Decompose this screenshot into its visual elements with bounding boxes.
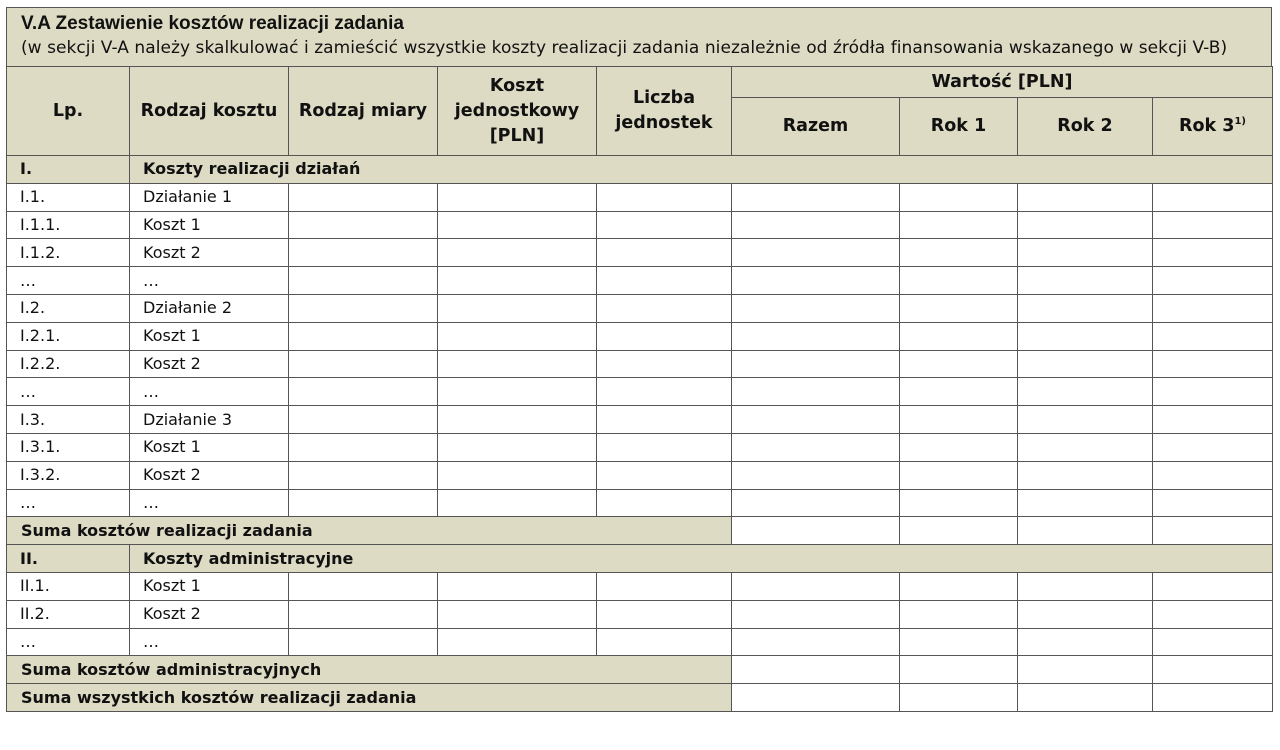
value-year-3-cell[interactable] [1153, 517, 1273, 545]
value-total-cell[interactable] [732, 656, 900, 684]
unit-count-cell[interactable] [597, 294, 732, 322]
row-cost-name: Koszty administracyjne [130, 545, 1273, 573]
row-cost-name: Koszt 2 [130, 461, 289, 489]
value-year-3-cell[interactable] [1153, 656, 1273, 684]
total-cell[interactable] [732, 239, 900, 267]
year-3-cell[interactable] [1153, 322, 1273, 350]
row-cost-name: Koszt 1 [130, 572, 289, 600]
value-year-3-cell[interactable] [1153, 684, 1273, 712]
total-cell[interactable] [732, 572, 900, 600]
unit-count-cell[interactable] [597, 267, 732, 295]
table-row [7, 433, 1273, 461]
table-row [7, 461, 1273, 489]
row-lp: I.1.2. [7, 239, 130, 267]
year-1-cell[interactable] [900, 183, 1018, 211]
total-cell[interactable] [732, 378, 900, 406]
year-2-cell[interactable] [1018, 600, 1153, 628]
section-instructions: (w sekcji V-A należy skalkulować i zamieścić wszystkie koszty realizacji zadania niezależnie od źródła finansowania wskazanego w sekcji V-B) [21, 38, 1228, 58]
year-1-cell[interactable] [900, 322, 1018, 350]
measure-type-cell[interactable] [289, 406, 438, 434]
measure-type-cell[interactable] [289, 433, 438, 461]
year-3-cell[interactable] [1153, 628, 1273, 656]
year-2-cell[interactable] [1018, 267, 1153, 295]
measure-type-cell[interactable] [289, 267, 438, 295]
measure-type-cell[interactable] [289, 294, 438, 322]
row-cost-name: Koszt 1 [130, 322, 289, 350]
row-cost-name: Działanie 3 [130, 406, 289, 434]
header-year-3-label: Rok 3 [1179, 116, 1235, 136]
total-cell[interactable] [732, 350, 900, 378]
total-cell[interactable] [732, 267, 900, 295]
header-lp: Lp. [7, 67, 130, 156]
unit-cost-cell[interactable] [438, 350, 597, 378]
table-row [7, 294, 1273, 322]
unit-count-cell[interactable] [597, 322, 732, 350]
row-cost-name: Koszt 2 [130, 239, 289, 267]
unit-cost-cell[interactable] [438, 183, 597, 211]
year-2-cell[interactable] [1018, 461, 1153, 489]
cost-table [6, 66, 1273, 712]
year-2-cell[interactable] [1018, 406, 1153, 434]
year-1-cell[interactable] [900, 600, 1018, 628]
year-1-cell[interactable] [900, 378, 1018, 406]
year-1-cell[interactable] [900, 572, 1018, 600]
total-cell[interactable] [732, 461, 900, 489]
unit-cost-cell[interactable] [438, 628, 597, 656]
year-3-cell[interactable] [1153, 239, 1273, 267]
year-1-cell[interactable] [900, 461, 1018, 489]
row-lp: I.1.1. [7, 211, 130, 239]
measure-type-cell[interactable] [289, 628, 438, 656]
unit-count-cell[interactable] [597, 600, 732, 628]
value-year-1-cell[interactable] [900, 656, 1018, 684]
unit-cost-cell[interactable] [438, 600, 597, 628]
table-row [7, 350, 1273, 378]
year-1-cell[interactable] [900, 267, 1018, 295]
row-lp: I.3.1. [7, 433, 130, 461]
year-2-cell[interactable] [1018, 489, 1153, 517]
unit-cost-cell[interactable] [438, 433, 597, 461]
unit-count-cell[interactable] [597, 489, 732, 517]
unit-count-cell[interactable] [597, 378, 732, 406]
row-lp: I.2.1. [7, 322, 130, 350]
measure-type-cell[interactable] [289, 322, 438, 350]
measure-type-cell[interactable] [289, 211, 438, 239]
year-1-cell[interactable] [900, 628, 1018, 656]
table-row [7, 406, 1273, 434]
unit-count-cell[interactable] [597, 350, 732, 378]
row-lp: II.1. [7, 572, 130, 600]
row-cost-name: Działanie 2 [130, 294, 289, 322]
year-1-cell[interactable] [900, 211, 1018, 239]
year-1-cell[interactable] [900, 350, 1018, 378]
unit-count-cell[interactable] [597, 239, 732, 267]
unit-cost-cell[interactable] [438, 489, 597, 517]
row-cost-name: Koszt 2 [130, 350, 289, 378]
year-2-cell[interactable] [1018, 322, 1153, 350]
year-2-cell[interactable] [1018, 378, 1153, 406]
unit-count-cell[interactable] [597, 183, 732, 211]
unit-count-cell[interactable] [597, 572, 732, 600]
sum-label: Suma kosztów administracyjnych [7, 656, 732, 684]
sum-label: Suma wszystkich kosztów realizacji zadania [7, 684, 732, 712]
year-3-cell[interactable] [1153, 183, 1273, 211]
total-cell[interactable] [732, 489, 900, 517]
table-row [7, 322, 1273, 350]
value-year-2-cell[interactable] [1018, 517, 1153, 545]
section-title: V.A Zestawienie kosztów realizacji zadania [21, 13, 404, 34]
year-2-cell[interactable] [1018, 211, 1153, 239]
value-year-2-cell[interactable] [1018, 684, 1153, 712]
year-3-cell[interactable] [1153, 461, 1273, 489]
table-row [7, 211, 1273, 239]
row-lp: I.3.2. [7, 461, 130, 489]
year-3-cell[interactable] [1153, 433, 1273, 461]
unit-count-cell[interactable] [597, 433, 732, 461]
section-row [7, 545, 1273, 573]
sum-row [7, 684, 1273, 712]
table-row [7, 600, 1273, 628]
unit-cost-cell[interactable] [438, 378, 597, 406]
header-measure-type: Rodzaj miary [289, 67, 438, 156]
year-2-cell[interactable] [1018, 572, 1153, 600]
year-3-cell[interactable] [1153, 211, 1273, 239]
header-year-1: Rok 1 [900, 98, 1018, 156]
year-3-cell[interactable] [1153, 489, 1273, 517]
year-3-cell[interactable] [1153, 294, 1273, 322]
sum-row [7, 517, 1273, 545]
table-row [7, 378, 1273, 406]
unit-count-cell[interactable] [597, 461, 732, 489]
total-cell[interactable] [732, 322, 900, 350]
unit-cost-cell[interactable] [438, 572, 597, 600]
value-year-1-cell[interactable] [900, 684, 1018, 712]
unit-cost-cell[interactable] [438, 267, 597, 295]
header-year-2: Rok 2 [1018, 98, 1153, 156]
year-2-cell[interactable] [1018, 628, 1153, 656]
header-unit-count: Liczba jednostek [597, 67, 732, 156]
measure-type-cell[interactable] [289, 239, 438, 267]
row-lp: II.2. [7, 600, 130, 628]
row-cost-name: … [130, 489, 289, 517]
section-header [6, 7, 1272, 66]
year-2-cell[interactable] [1018, 433, 1153, 461]
year-3-cell[interactable] [1153, 406, 1273, 434]
measure-type-cell[interactable] [289, 572, 438, 600]
header-total: Razem [732, 98, 900, 156]
year-3-cell[interactable] [1153, 600, 1273, 628]
row-lp: … [7, 489, 130, 517]
value-year-1-cell[interactable] [900, 517, 1018, 545]
measure-type-cell[interactable] [289, 350, 438, 378]
total-cell[interactable] [732, 211, 900, 239]
unit-cost-cell[interactable] [438, 406, 597, 434]
value-total-cell[interactable] [732, 517, 900, 545]
row-cost-name: … [130, 628, 289, 656]
row-cost-name: Koszty realizacji działań [130, 156, 1273, 184]
row-lp: I.3. [7, 406, 130, 434]
row-cost-name: Koszt 1 [130, 433, 289, 461]
row-cost-name: … [130, 378, 289, 406]
footnote-marker: 1) [1234, 116, 1246, 128]
unit-cost-cell[interactable] [438, 239, 597, 267]
unit-count-cell[interactable] [597, 211, 732, 239]
row-lp: … [7, 267, 130, 295]
year-2-cell[interactable] [1018, 183, 1153, 211]
year-3-cell[interactable] [1153, 572, 1273, 600]
total-cell[interactable] [732, 183, 900, 211]
table-row [7, 572, 1273, 600]
year-1-cell[interactable] [900, 433, 1018, 461]
total-cell[interactable] [732, 294, 900, 322]
unit-count-cell[interactable] [597, 628, 732, 656]
table-row [7, 183, 1273, 211]
total-cell[interactable] [732, 406, 900, 434]
total-cell[interactable] [732, 628, 900, 656]
measure-type-cell[interactable] [289, 378, 438, 406]
header-value: Wartość [PLN] [732, 67, 1273, 98]
row-cost-name: … [130, 267, 289, 295]
table-row [7, 628, 1273, 656]
row-lp: I.2.2. [7, 350, 130, 378]
row-lp: I.2. [7, 294, 130, 322]
header-unit-cost: Koszt jednostkowy [PLN] [438, 67, 597, 156]
unit-cost-cell[interactable] [438, 461, 597, 489]
row-cost-name: Koszt 2 [130, 600, 289, 628]
row-lp: … [7, 378, 130, 406]
header-cost-type: Rodzaj kosztu [130, 67, 289, 156]
sum-row [7, 656, 1273, 684]
year-1-cell[interactable] [900, 489, 1018, 517]
sum-label: Suma kosztów realizacji zadania [7, 517, 732, 545]
year-3-cell[interactable] [1153, 350, 1273, 378]
measure-type-cell[interactable] [289, 183, 438, 211]
unit-count-cell[interactable] [597, 406, 732, 434]
total-cell[interactable] [732, 600, 900, 628]
year-2-cell[interactable] [1018, 350, 1153, 378]
row-lp: I. [7, 156, 130, 184]
cost-table-body [7, 156, 1273, 712]
value-year-2-cell[interactable] [1018, 656, 1153, 684]
year-3-cell[interactable] [1153, 378, 1273, 406]
year-2-cell[interactable] [1018, 239, 1153, 267]
year-3-cell[interactable] [1153, 267, 1273, 295]
cost-statement-form [6, 7, 1272, 712]
header-year-3 [1153, 98, 1273, 156]
row-cost-name: Działanie 1 [130, 183, 289, 211]
unit-cost-cell[interactable] [438, 322, 597, 350]
measure-type-cell[interactable] [289, 600, 438, 628]
measure-type-cell[interactable] [289, 461, 438, 489]
section-row [7, 156, 1273, 184]
row-lp: I.1. [7, 183, 130, 211]
year-1-cell[interactable] [900, 294, 1018, 322]
row-lp: … [7, 628, 130, 656]
total-cell[interactable] [732, 433, 900, 461]
year-1-cell[interactable] [900, 406, 1018, 434]
year-2-cell[interactable] [1018, 294, 1153, 322]
table-row [7, 489, 1273, 517]
value-total-cell[interactable] [732, 684, 900, 712]
year-1-cell[interactable] [900, 239, 1018, 267]
measure-type-cell[interactable] [289, 489, 438, 517]
row-lp: II. [7, 545, 130, 573]
row-cost-name: Koszt 1 [130, 211, 289, 239]
table-row [7, 267, 1273, 295]
unit-cost-cell[interactable] [438, 211, 597, 239]
table-row [7, 239, 1273, 267]
unit-cost-cell[interactable] [438, 294, 597, 322]
